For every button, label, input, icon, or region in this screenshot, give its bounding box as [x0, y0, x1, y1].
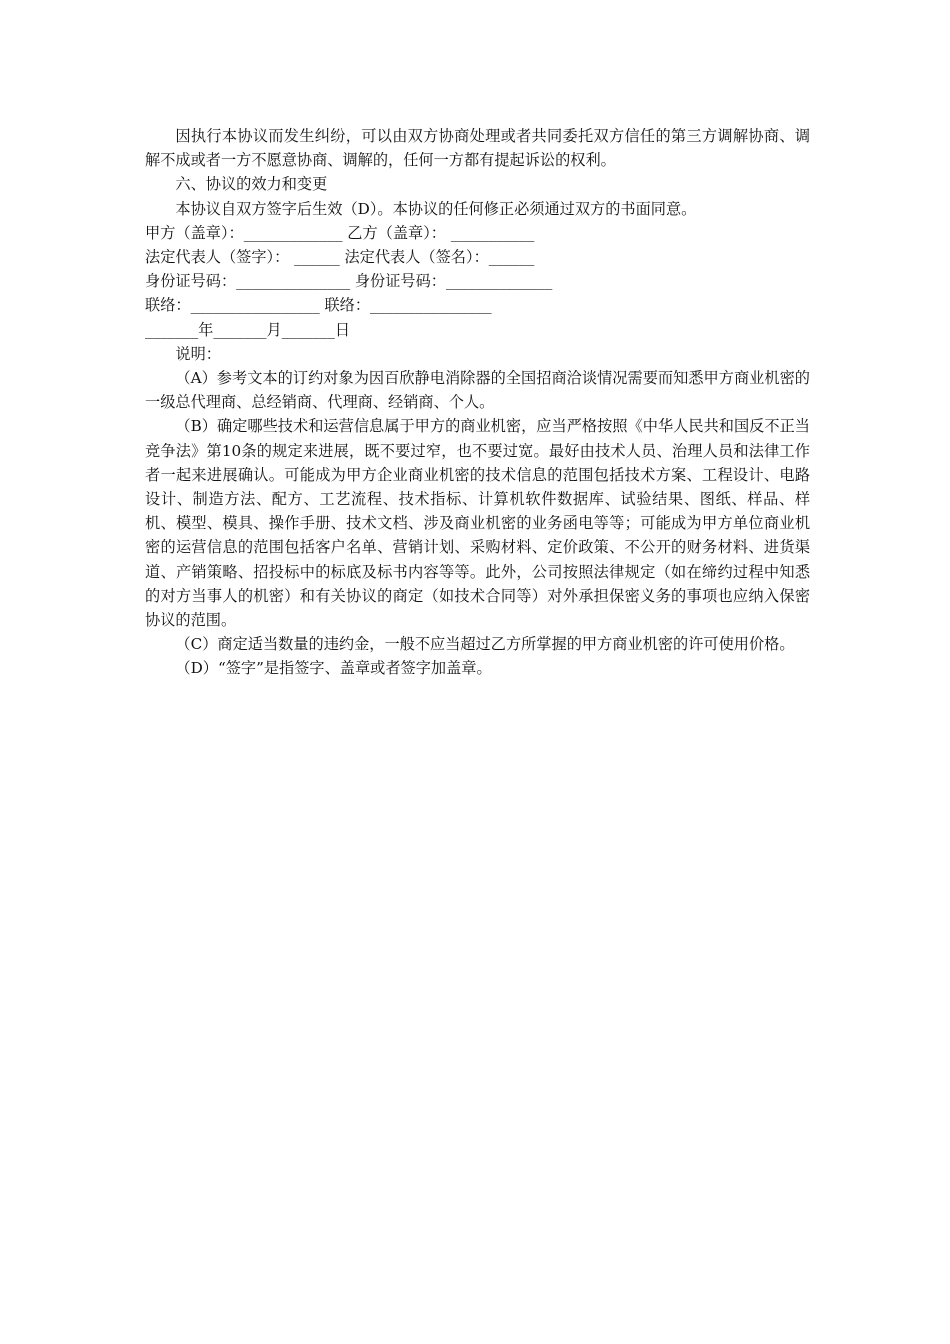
document-page	[145, 124, 810, 681]
notes-title: 说明：	[175, 344, 221, 363]
note-b: （B）确定哪些技术和运营信息属于甲方的商业机密，应当严格按照《中华人民共和国反不正当竞争法》第10条的规定来进展，既不要过窄，也不要过宽。最好由技术人员、治理人员和法律工作者一起来进展确认。可能成为甲方企业商业机密的技术信息的范围包括技术方案、工程设计、电路设计、制造方法、配方、工艺流程、技术指标、计算机软件数据库、试验结果、图纸、样品、样机、模型、模具、操作手册、技术文档、涉及商业机密的业务函电等等；可能成为甲方单位商业机密的运营信息的范围包括客户名单、营销计划、采购材料、定价政策、不公开的财务材料、进货渠道、产销策略、招投标中的标底及标书内容等等。此外，公司按照法律规定（如在缔约过程中知悉的对方当事人的机密）和有关协议的商定（如技术合同等）对外承担保密义务的事项也应纳入保密协议的范围。	[145, 417, 810, 630]
effect-paragraph: 本协议自双方签字后生效（D）。本协议的任何修正必须通过双方的书面同意。	[175, 199, 697, 218]
signature-id-line: 身份证号码：_______________ 身份证号码：______________	[145, 272, 553, 291]
signature-representative-line: 法定代表人（签字）： ______ 法定代表人（签名）：______	[145, 248, 535, 267]
section-heading: 六、协议的效力和变更	[175, 175, 328, 194]
note-c: （C）商定适当数量的违约金，一般不应当超过乙方所掌握的甲方商业机密的许可使用价格。	[175, 635, 795, 654]
dispute-paragraph: 因执行本协议而发生纠纷，可以由双方协商处理或者共同委托双方信任的第三方调解协商、调解不成或者一方不愿意协商、调解的，任何一方都有提起诉讼的权利。	[145, 127, 810, 170]
signature-party-line: 甲方（盖章）：_____________ 乙方（盖章）： ___________	[145, 223, 535, 242]
note-d: （D）“签字”是指签字、盖章或者签字加盖章。	[175, 659, 492, 678]
note-a: （A）参考文本的订约对象为因百欣静电消除器的全国招商洽谈情况需要而知悉甲方商业机密的一级总代理商、总经销商、代理商、经销商、个人。	[145, 369, 810, 412]
signature-date-line: _______年_______月_______日	[145, 320, 351, 339]
signature-contact-line: 联络：_________________ 联络：________________	[145, 296, 492, 315]
